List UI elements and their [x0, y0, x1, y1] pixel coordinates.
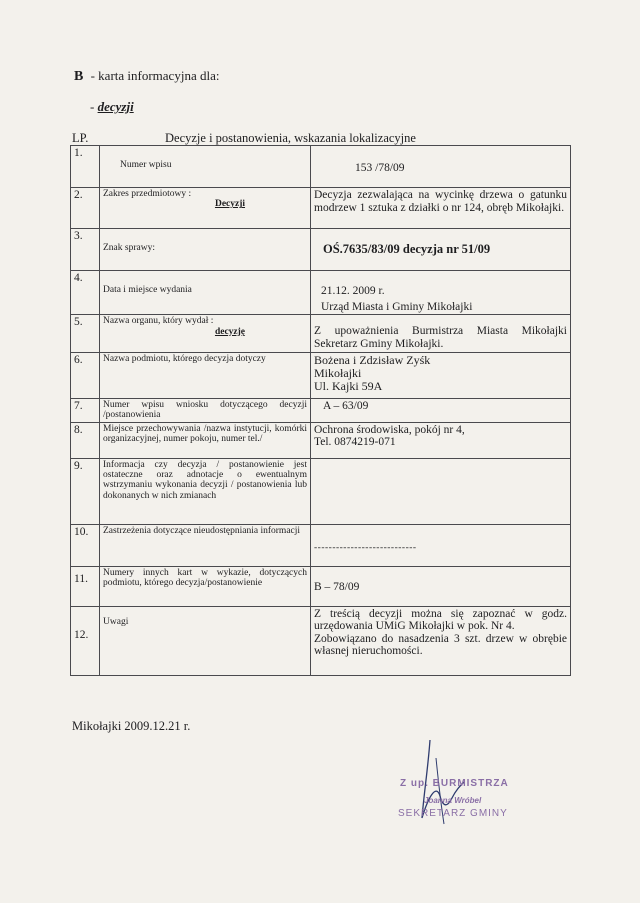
row-number: 1. [71, 146, 100, 188]
place-date: Mikołajki 2009.12.21 r. [72, 719, 191, 733]
row-value [311, 398, 571, 422]
table-row [71, 458, 571, 524]
row-label [100, 606, 311, 675]
row-label-text: Zakres przedmiotowy : [103, 189, 192, 199]
row-label-sub [103, 199, 307, 209]
table-row [71, 229, 571, 271]
row-label-text: Znak sprawy: [103, 243, 155, 253]
row-number: 5. [71, 315, 100, 352]
row-label [100, 271, 311, 315]
card-header [74, 68, 219, 85]
row-value-line: Ochrona środowiska, pokój nr 4, [314, 423, 465, 436]
row-value-text: B – 78/09 [314, 580, 360, 593]
row-number: 11. [71, 566, 100, 606]
row-label-sub-text: decyzję [214, 326, 246, 337]
row-label-text: Uwagi [103, 616, 129, 627]
row-label: Nazwa podmiotu, którego decyzja dotyczy [100, 352, 311, 398]
row-label [100, 229, 311, 271]
stamp-line: Joanna Wróbel [424, 796, 482, 805]
row-label [100, 188, 311, 229]
row-number: 12. [71, 606, 100, 675]
table-row [71, 422, 571, 458]
row-value [311, 566, 571, 606]
row-label: Zastrzeżenia dotyczące nieudostępniania informacji [100, 524, 311, 566]
row-value-text: OŚ.7635/83/09 decyzja nr 51/09 [323, 242, 491, 256]
table-row [71, 146, 571, 188]
row-label-sub-text: Decyzji [214, 199, 246, 210]
card-letter: B [74, 69, 84, 84]
row-value-text: Z upoważnienia Burmistrza Miasta Mikołajki Sekretarz Gminy Mikołajki. [314, 325, 567, 350]
row-label-text: Data i miejsce wydania [103, 285, 192, 295]
row-label-text: Nazwa organu, który wydał : [103, 316, 214, 327]
row-value-text: 153 /78/09 [355, 162, 405, 174]
row-label [100, 146, 311, 188]
row-value [311, 352, 571, 398]
row-value-text: ---------------------------- [314, 542, 417, 553]
row-label: Numery innych kart w wykazie, dotyczących podmiotu, którego decyzja/postanowienie [100, 566, 311, 606]
row-value [311, 422, 571, 458]
row-value-text: A – 63/09 [323, 399, 369, 412]
row-value [311, 271, 571, 315]
table-row [71, 271, 571, 315]
table-row [71, 398, 571, 422]
table-row [71, 188, 571, 229]
row-number: 2. [71, 188, 100, 229]
row-label [100, 315, 311, 352]
row-value [311, 524, 571, 566]
table-row [71, 606, 571, 675]
row-value-line: Z treścią decyzji można się zapoznać w godz. urzędowania UMiG Mikołajki w pok. Nr 4. [314, 607, 567, 633]
row-value-line: 21.12. 2009 r. [321, 285, 385, 297]
row-label-sub [103, 327, 307, 337]
register-table [70, 145, 571, 676]
row-number: 10. [71, 524, 100, 566]
row-number: 8. [71, 422, 100, 458]
lp-caption: LP. [72, 131, 89, 145]
table-title: Decyzje i postanowienia, wskazania lokalizacyjne [165, 131, 416, 145]
table-row [71, 352, 571, 398]
row-value [311, 315, 571, 352]
card-subtitle-prefix: - [90, 99, 98, 114]
row-value-line: Ul. Kajki 59A [314, 378, 383, 393]
row-value-line: Urząd Miasta i Gminy Mikołajki [321, 300, 473, 313]
row-value [311, 146, 571, 188]
card-title: - karta informacyjna dla: [90, 68, 220, 83]
table-row [71, 566, 571, 606]
row-value [311, 458, 571, 524]
card-subtitle [90, 99, 134, 115]
row-label: Miejsce przechowywania /nazwa instytucji, komórki organizacyjnej, numer pokoju, numer tel./ [100, 422, 311, 458]
row-value-line: Zobowiązano do nasadzenia 3 szt. drzew w obrębie własnej nieruchomości. [314, 632, 567, 658]
card-subtitle-text: decyzji [97, 99, 134, 114]
row-value-line: Mikołajki [314, 365, 362, 380]
table-row [71, 315, 571, 352]
row-number: 7. [71, 398, 100, 422]
row-number: 3. [71, 229, 100, 271]
row-label: Informacja czy decyzja / postanowienie jest ostateczne oraz adnotacje o ewentualnym wstrzymaniu wykonania decyzji / postanowienia lub dokonanych w nich zmianach [100, 458, 311, 524]
stamp-line: SEKRETARZ GMINY [398, 808, 508, 819]
row-number: 6. [71, 352, 100, 398]
row-value-line: Tel. 0874219-071 [314, 436, 396, 449]
row-label: Numer wpisu wniosku dotyczącego decyzji /postanowienia [100, 398, 311, 422]
row-number: 4. [71, 271, 100, 315]
row-value [311, 606, 571, 675]
row-value-line: Bożena i Zdzisław Zyśk [314, 352, 431, 367]
stamp-line: Z up. BURMISTRZA [400, 778, 509, 789]
row-value: Decyzja zezwalająca na wycinkę drzewa o gatunku modrzew 1 sztuka z działki o nr 124, obręb Mikołajki. [311, 188, 571, 229]
row-number: 9. [71, 458, 100, 524]
row-label-text: Numer wpisu [120, 160, 172, 170]
official-stamp [388, 778, 538, 826]
row-value [311, 229, 571, 271]
table-row [71, 524, 571, 566]
